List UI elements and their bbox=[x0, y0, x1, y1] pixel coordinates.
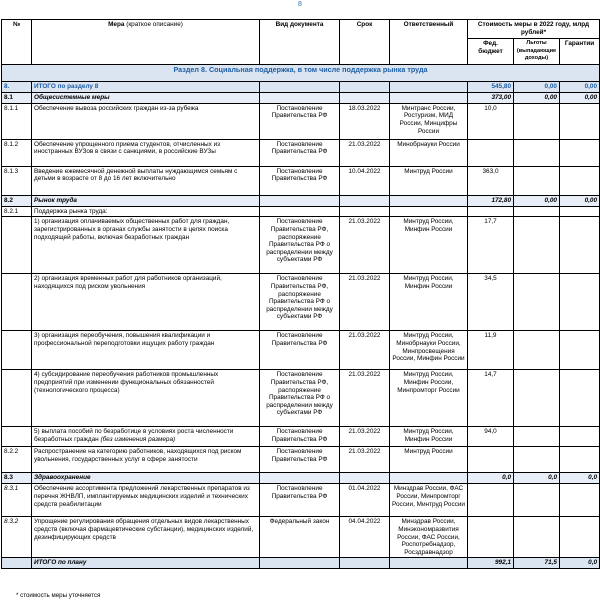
table-row: 8.3.1 Обеспечение ассортимента предложений лекарственных препаратов из перечня ЖНВЛП, имплантируемых медицинских изделий и технических средств реабилитации Постановление Правительства РФ 01.04.2022 Минздрав России, ФАС России, Минпромторг России, Минтруд России bbox=[2, 484, 600, 517]
measures-table bbox=[1, 19, 600, 569]
table-row: 8.2.2 Распространение на категорию работников, находящихся под риском увольнения, государственных услуг в сфере занятости Постановление Правительства РФ 21.03.2022 Минтруд России bbox=[2, 447, 600, 473]
table-row: 2) организация временных работ для работников организаций, находящихся под риском увольнения Постановление Правительства РФ, распоряжение Правительства РФ о распределении между субъектами РФ 21.03.2022 Минтруд России, Минфин России 34,5 bbox=[2, 274, 600, 331]
header-guarantees: Гарантии bbox=[560, 39, 600, 65]
header-cost: Стоимость меры в 2022 году, млрд рублей* bbox=[468, 20, 600, 39]
total-row-section-8: 8. ИТОГО по разделу 8 545,80 0,00 0,00 bbox=[2, 81, 600, 92]
table-row: 4) субсидирование переобучения работников промышленных предприятий при изменении функциональных обязанностей (технологического процесса) Постановление Правительства РФ, распоряжение Правительства РФ о распределении между субъектами РФ 21.03.2022 Минтруд России, Минфин России, Минпромторг России 14,7 bbox=[2, 370, 600, 427]
table-row: 8.2.1 Поддержка рынка труда: bbox=[2, 206, 600, 217]
header-deadline: Срок bbox=[340, 20, 390, 65]
table-row: 8.3.2 Упрощение регулирования обращения отдельных видов лекарственных средств (включая фармацевтические субстанции), медицинских изделий, дезинфицирующих средств Федеральный закон 04.04.2022 Минздрав России, Минэкономразвития России, ФАС России, Роспотребнадзор, Росздравнадзор bbox=[2, 517, 600, 558]
table-row: 8.1.2 Обеспечение упрощенного приема студентов, отчисленных из иностранных ВУЗов в связи с санкциями, в российские ВУЗы Постановление Правительства РФ 21.03.2022 Минобрнауки России bbox=[2, 139, 600, 166]
grand-total-row: ИТОГО по плану 992,1 71,5 0,0 bbox=[2, 558, 600, 569]
group-row-8-3: 8.3 Здравоохранение 0,0 0,0 0,0 bbox=[2, 473, 600, 484]
header-benefits: Льготы (выпадающие доходы) bbox=[514, 39, 560, 65]
header-measure: Мера (краткое описание) bbox=[32, 20, 260, 65]
group-row-8-2: 8.2 Рынок труда 172,80 0,00 0,00 bbox=[2, 195, 600, 206]
table-row: 8.1.1 Обеспечение вывоза российских граждан из-за рубежа Постановление Правительства РФ 18.03.2022 Минтранс России, Ростуризм, МИД России, Минцифры России 10,0 bbox=[2, 103, 600, 139]
footnote: * стоимость меры уточняется bbox=[16, 592, 101, 599]
header-responsible: Ответственный bbox=[390, 20, 468, 65]
header-number: № bbox=[2, 20, 32, 65]
table-row: 3) организация переобучения, повышения квалификации и профессиональной переподготовки ищущих работу граждан Постановление Правительства РФ 21.03.2022 Минтруд России, Минобрнауки России, Минпросвещения России, Минфин России 11,9 bbox=[2, 331, 600, 370]
header-doc-type: Вид документа bbox=[260, 20, 340, 65]
table-row: 8.1.3 Введение ежемесячной денежной выплаты нуждающимся семьям с детьми в возрасте от 8 до 16 лет включительно Постановление Правительства РФ 10.04.2022 Минтруд России 363,0 bbox=[2, 166, 600, 195]
table-row: 1) организация оплачиваемых общественных работ для граждан, зарегистрированных в органах службы занятости в целях поиска подходящей работы, включая безработных граждан Постановление Правительства РФ, распоряжение Правительства РФ о распределении между субъектами РФ 21.03.2022 Минтруд России, Минфин России 17,7 bbox=[2, 217, 600, 274]
header-fed-budget: Фед. бюджет bbox=[468, 39, 514, 65]
section-title: Раздел 8. Социальная поддержка, в том числе поддержка рынка труда bbox=[2, 64, 600, 81]
group-row-8-1: 8.1 Общесистемные меры 373,00 0,00 0,00 bbox=[2, 92, 600, 103]
table-row: 5) выплата пособий по безработице в условиях роста численности безработных граждан (без изменения размера) Постановление Правительства РФ 21.03.2022 Минтруд России, Минфин России 94,0 bbox=[2, 427, 600, 447]
page-number: 8 bbox=[298, 1, 302, 8]
